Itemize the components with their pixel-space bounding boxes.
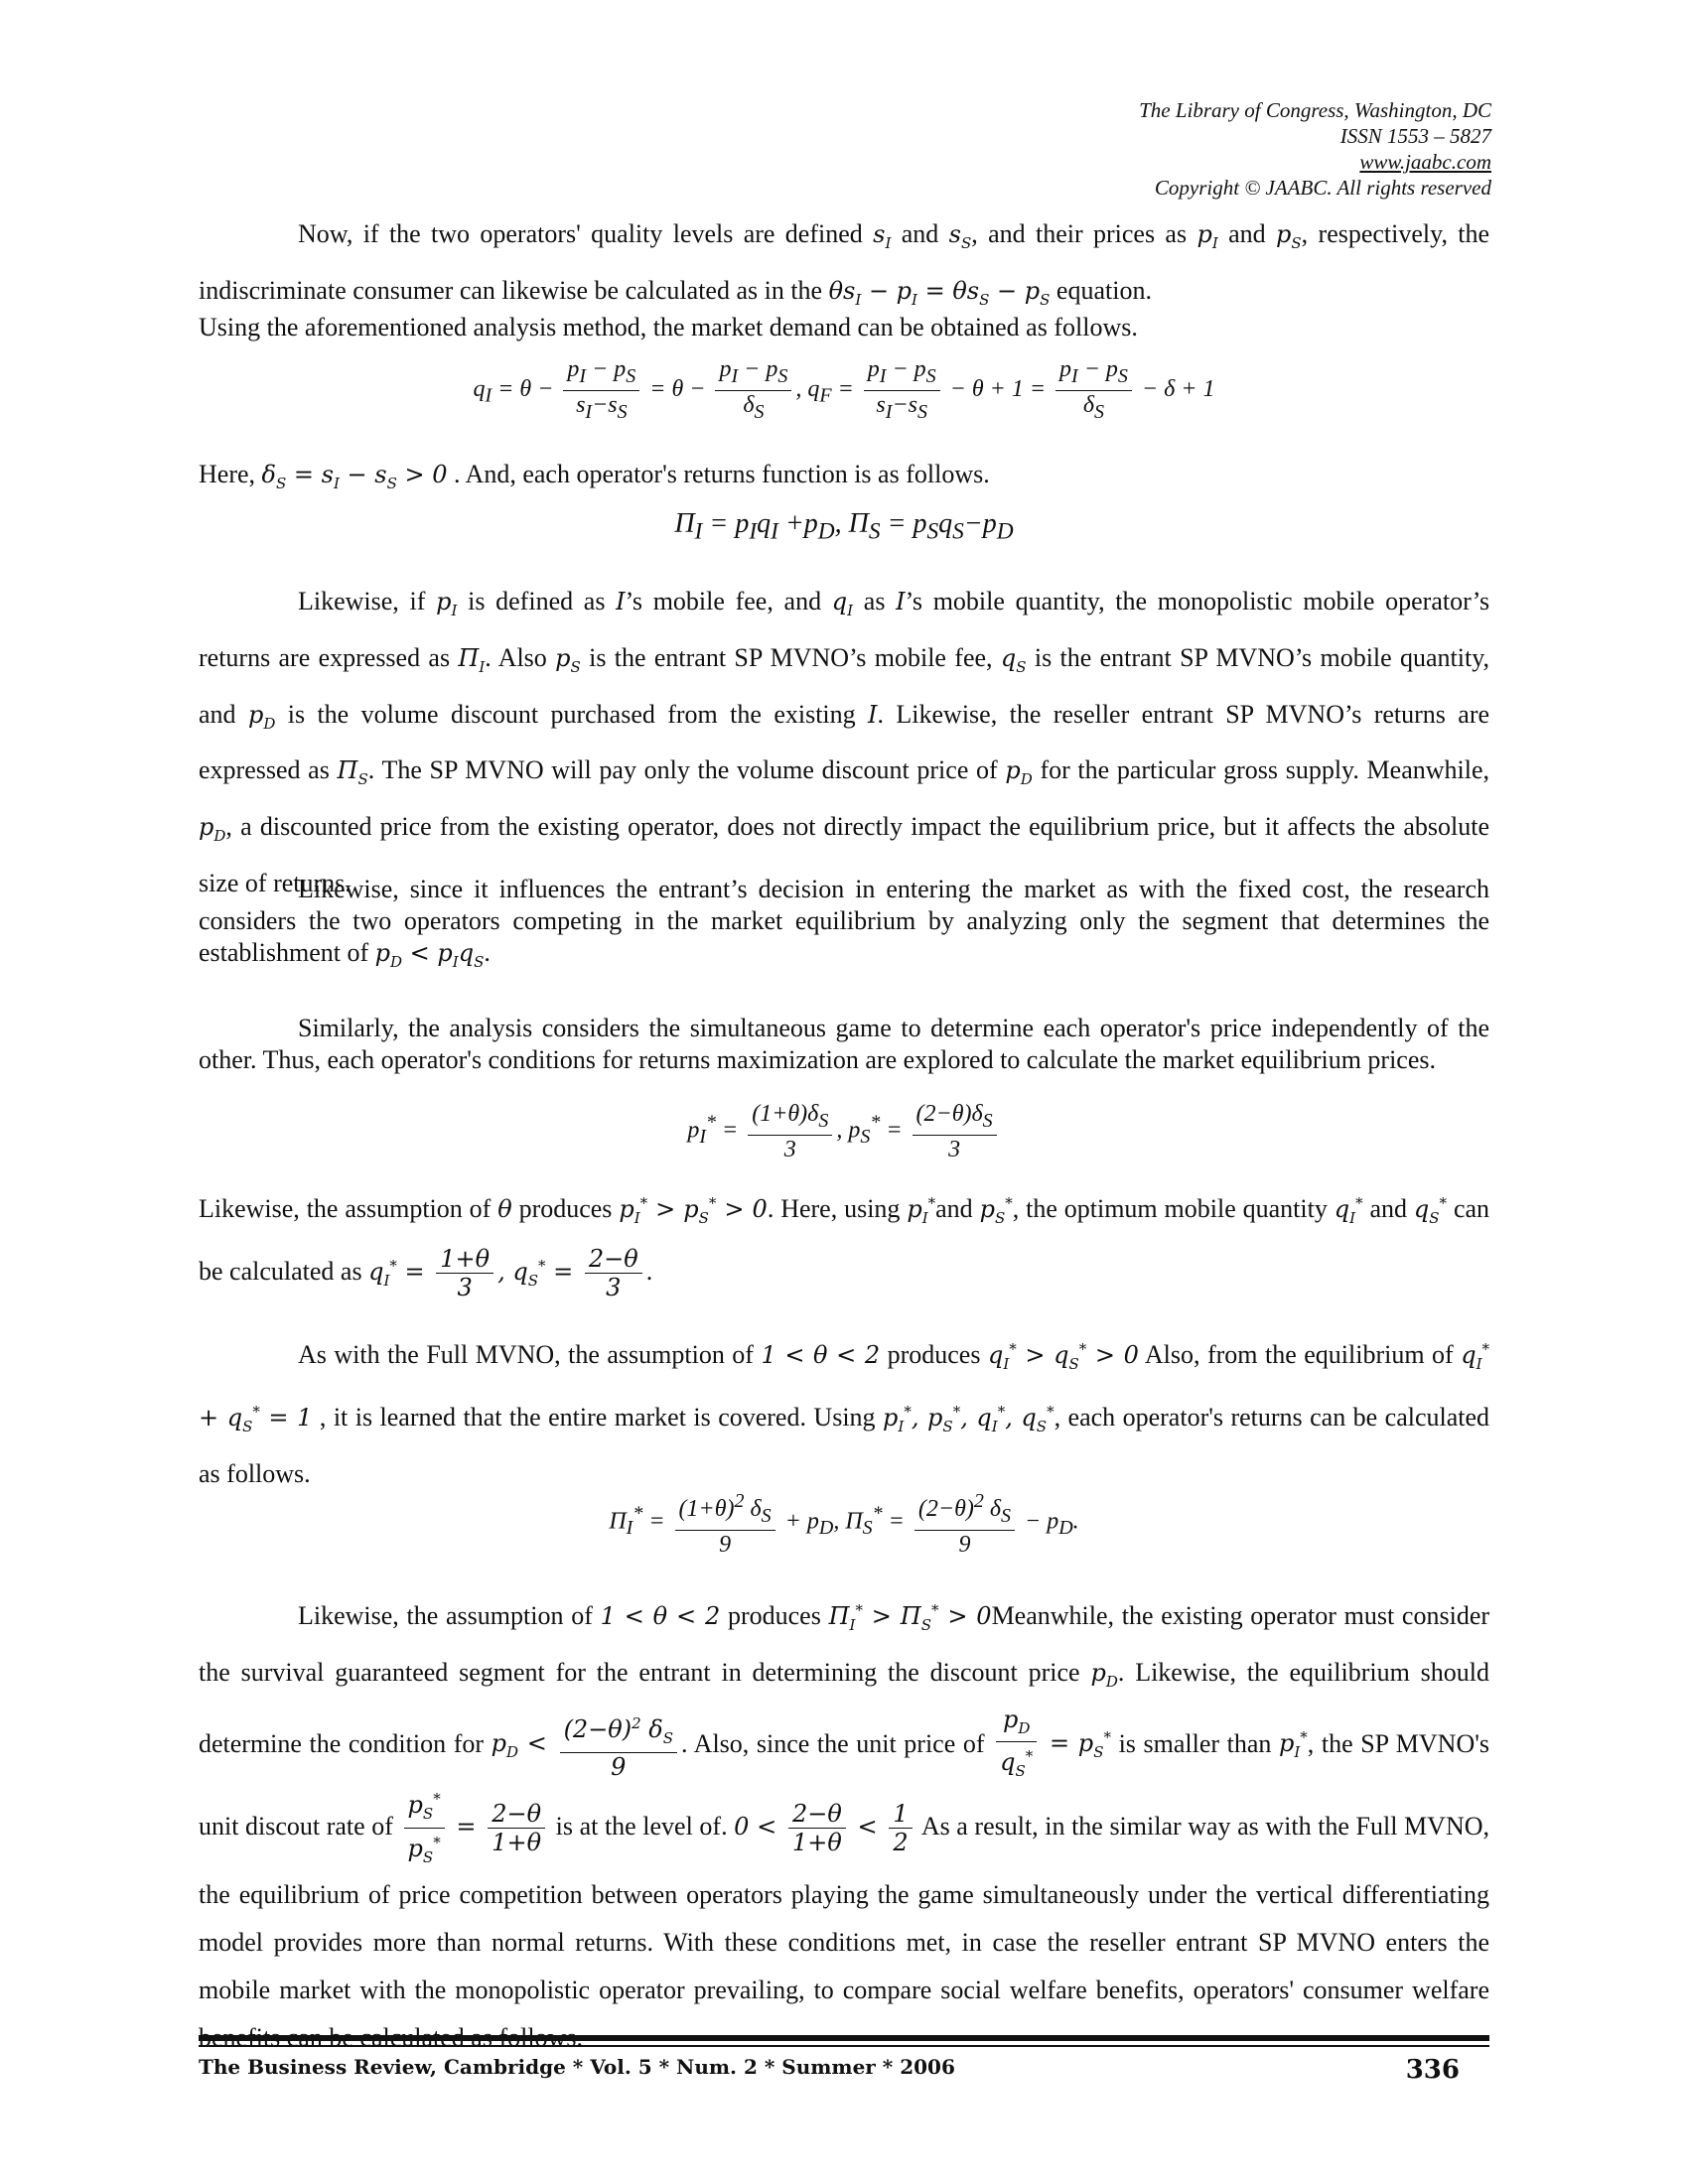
footer-journal: The Business Review, Cambridge * Vol. 5 * Num. 2 * Summer * 2006 xyxy=(199,2055,955,2079)
journal-header xyxy=(1139,97,1491,201)
equation-equilibrium-prices: $p_I^*$ = $\frac{(1+\theta)\delta_S}{3}$ , $p_S^*$ = $\frac{(2-\theta)\delta_S}{3}$ xyxy=(199,1100,1489,1163)
paragraph-full-mvno: As with the Full MVNO, the assumption of 1 < θ < 2 produces $q_I^* > q_S^* > 0$ Also, from the equilibrium of $q_I^* + q_S^* = 1$ , it is learned that the entire market is covered. Using $p_I^*$, $p_S^*$, $q_I^*$, $q_S^*$, each operator's returns can be calculated as follows. xyxy=(199,1340,1490,1488)
equation-market-demand: $q_I = \theta$ − $\frac{p_I - p_S}{s_I-s_S}$ = θ − $\frac{p_I - p_S}{\delta_S}$ , $q_F$ = $\frac{p_I - p_S}{s_I-s_S}$ − θ + 1 = $\frac{p_I - p_S}{\delta_S}$ − δ + 1 xyxy=(473,356,1215,423)
paragraph-method: Using the aforementioned analysis method, the market demand can be obtained as follows. xyxy=(199,313,1138,341)
footer-rule-thin xyxy=(199,2045,1489,2047)
footer-rule-thick xyxy=(199,2035,1489,2041)
paragraph-here-delta: Here, $\delta_S = s_I - s_S > 0$ . And, each operator's returns function is as follows. xyxy=(199,460,990,492)
paragraph-simultaneous-game: Similarly, the analysis considers the simultaneous game to determine each operator's price independently of the other. Thus, each operator's conditions for returns maximization are explored to calculate the market equilibrium prices. xyxy=(199,1014,1489,1074)
paragraph-optimum-quantity: Likewise, the assumption of θ produces $p_I^* > p_S^* > 0$. Here, using $p_I^*and$ $p_S^*$, the optimum mobile quantity $q_I^*$ and $q_S^*$ can be calculated as $q_I^*$ = $\frac{1+\theta}{3}$ , $q_S^*$ = $\frac{2-\theta}{3}$ . xyxy=(199,1194,1490,1301)
paragraph-fixed-cost: Likewise, since it influences the entrant’s decision in entering the market as with the fixed cost, the research considers the two operators competing in the market equilibrium by analyzing only the segment that determines the establishment of $p_D < p_Iq_S$. xyxy=(199,875,1489,971)
page-footer xyxy=(199,2055,1489,2085)
paragraph-definitions: Likewise, if $p_I$ is defined as I’s mobile fee, and $q_I$ as I’s mobile quantity, the monopolistic mobile operator’s returns are expressed as $\Pi_I$. Also $p_S$ is the entrant SP MVNO’s mobile fee, $q_S$ is the entrant SP MVNO’s mobile quantity, and $p_D$ is the volume discount purchased from the existing I. Likewise, the reseller entrant SP MVNO’s returns are expressed as $\Pi_S$. The SP MVNO will pay only the volume discount price of $p_D$ for the particular gross supply. Meanwhile, $p_D$, a discounted price from the existing operator, does not directly impact the equilibrium price, but it affects the absolute size of returns. xyxy=(199,587,1490,897)
paragraph-quality-levels: Now, if the two operators' quality levels are defined $s_I$ and $s_S$, and their prices as $p_I$ and $p_S$, respectively, the indiscriminate consumer can likewise be calculated as in the $\theta s_I - p_I = \theta s_S - p_S$ equation. xyxy=(199,219,1490,309)
header-copyright: Copyright © JAABC. All rights reserved xyxy=(1154,176,1491,200)
header-library: The Library of Congress, Washington, DC xyxy=(1139,98,1491,122)
paragraph-survival-segment: Likewise, the assumption of 1 < θ < 2 produces $\Pi_I^* > \Pi_S^*$ > 0Meanwhile, the existing operator must consider the survival guaranteed segment for the entrant in determining the discount price $p_D$. Likewise, the equilibrium should determine the condition for $p_D$ < $\frac{(2-\theta)^2 \delta_S}{9}$ . Also, since the unit price of $\frac{p_D}{q_S^*}$ = $p_S^*$ is smaller than $p_I^*$, the SP MVNO's unit discout rate of $\frac{p_S^*}{p_S^*}$ = $\frac{2-\theta}{1+\theta}$ is at the level of. 0 < $\frac{2-\theta}{1+\theta}$ < $\frac{1}{2}$ As a result, in the similar way as with the Full MVNO, the equilibrium of price competition between operators playing the game simultaneously under the vertical differentiating model provides more than normal returns. With these conditions met, in case the reseller entrant SP MVNO enters the mobile market with the monopolistic operator prevailing, to compare social welfare benefits, operators' consumer welfare benefits can be calculated as follows. xyxy=(199,1601,1490,2052)
page-number: 336 xyxy=(1405,2055,1460,2085)
header-issn: ISSN 1553 – 5827 xyxy=(1339,124,1491,148)
equation-operator-returns: $\Pi_I^*$ = $\frac{(1+\theta)^2 \delta_S}{9}$ + $p_D$, $\Pi_S^*$ = $\frac{(2-\theta)^2 \delta_S}{9}$ − $p_D$. xyxy=(199,1487,1489,1559)
header-url[interactable]: www.jaabc.com xyxy=(1359,150,1491,174)
equation-returns-function: $\Pi_I = p_Iq_I +p_D$, $\Pi_S = p_Sq_S-p_D$ xyxy=(674,508,1014,545)
